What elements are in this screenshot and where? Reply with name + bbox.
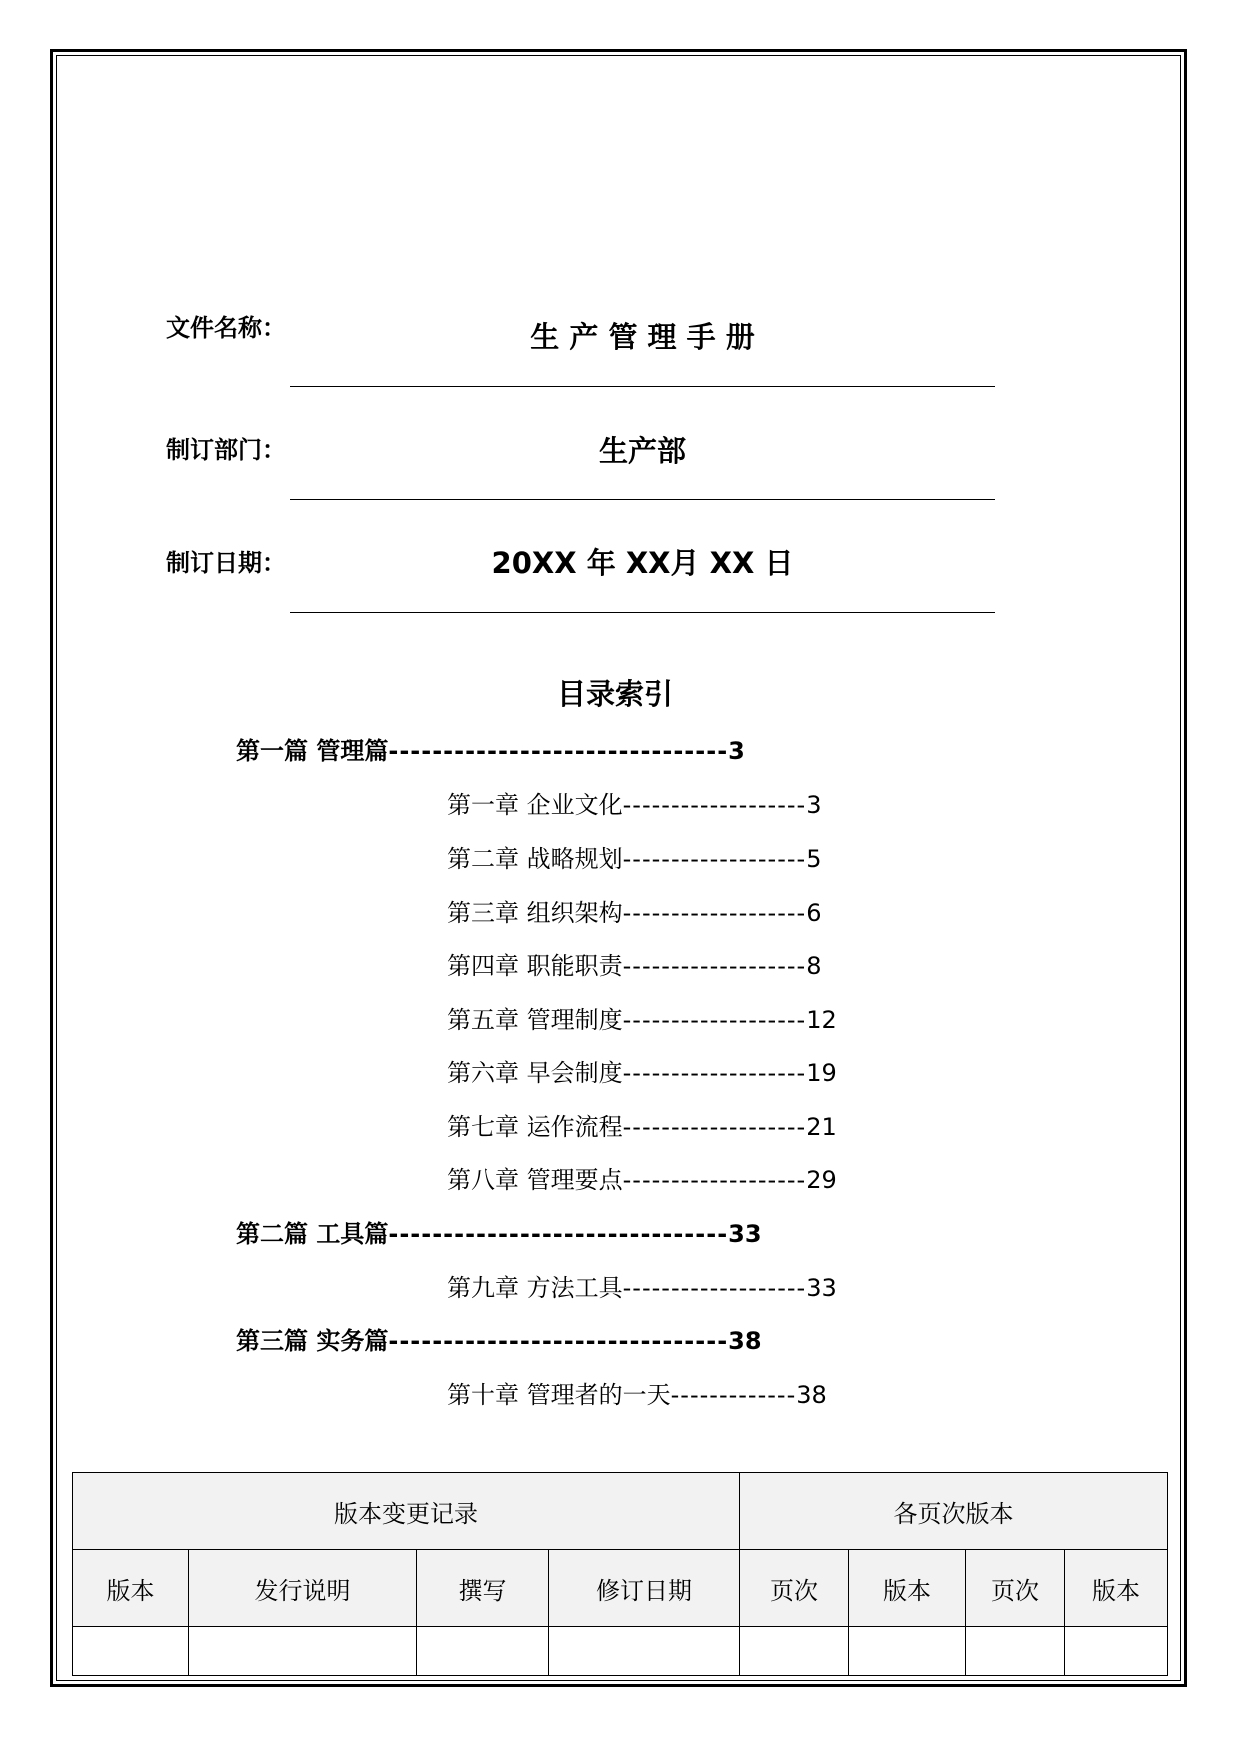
column-header: 发行说明: [189, 1550, 417, 1627]
toc-entry-leader: -------------------: [622, 1059, 807, 1087]
toc-entry-page: 3: [806, 791, 822, 819]
toc-entry-page: 33: [728, 1220, 762, 1248]
toc-entry-leader: -------------------------------: [388, 737, 729, 765]
toc-entry-label: 第十章 管理者的一天: [447, 1381, 671, 1409]
date-value: 20XX 年 XX月 XX 日: [491, 546, 794, 580]
toc-entry-page: 38: [796, 1381, 827, 1409]
toc-entry-label: 第九章 方法工具: [447, 1274, 623, 1302]
table-cell[interactable]: [549, 1627, 740, 1676]
toc-entry-leader: -------------------: [622, 1113, 807, 1141]
toc-entry-leader: -------------------------------: [388, 1327, 729, 1355]
toc-title: 目录索引: [556, 677, 673, 711]
revision-history-header: 版本变更记录: [73, 1473, 740, 1550]
toc-entry-label: 第一章 企业文化: [447, 791, 623, 819]
toc-entry-label: 第一篇 管理篇: [236, 737, 389, 765]
toc-entry-page: 8: [806, 952, 822, 980]
document-name-label: 文件名称：: [166, 314, 286, 342]
toc-entry-label: 第五章 管理制度: [447, 1006, 623, 1034]
toc-chapter-entry[interactable]: [447, 1053, 837, 1088]
table-cell[interactable]: [189, 1627, 417, 1676]
toc-entry-page: 21: [806, 1113, 837, 1141]
table-cell[interactable]: [966, 1627, 1065, 1676]
toc-entry-label: 第六章 早会制度: [447, 1059, 623, 1087]
toc-entry-leader: -------------------: [622, 1274, 807, 1302]
toc-entry-leader: -------------------: [622, 845, 807, 873]
toc-entry-page: 33: [806, 1274, 837, 1302]
toc-chapter-entry[interactable]: [447, 946, 821, 981]
table-cell[interactable]: [849, 1627, 966, 1676]
table-cell[interactable]: [740, 1627, 849, 1676]
toc-entry-label: 第八章 管理要点: [447, 1166, 623, 1194]
column-header: 版本: [1065, 1550, 1168, 1627]
toc-entry-page: 5: [806, 845, 822, 873]
date-underline: [290, 612, 995, 613]
toc-part-entry[interactable]: [236, 1321, 762, 1356]
column-header: 版本: [849, 1550, 966, 1627]
toc-entry-label: 第四章 职能职责: [447, 952, 623, 980]
toc-entry-page: 12: [806, 1006, 837, 1034]
toc-part-entry[interactable]: [236, 1214, 762, 1249]
toc-entry-leader: -------------------------------: [388, 1220, 729, 1248]
toc-part-entry[interactable]: [236, 731, 745, 766]
date-label: 制订日期：: [166, 549, 286, 577]
toc-chapter-entry[interactable]: [447, 1375, 827, 1410]
toc-chapter-entry[interactable]: [447, 1107, 837, 1142]
table-cell[interactable]: [417, 1627, 549, 1676]
toc-entry-leader: -------------: [670, 1381, 797, 1409]
toc-chapter-entry[interactable]: [447, 1160, 837, 1195]
toc-chapter-entry[interactable]: [447, 785, 821, 820]
column-header: 版本: [73, 1550, 189, 1627]
toc-chapter-entry[interactable]: [447, 1268, 837, 1303]
table-cell[interactable]: [73, 1627, 189, 1676]
toc-entry-leader: -------------------: [622, 791, 807, 819]
department-value: 生产部: [598, 434, 686, 468]
toc-entry-page: 29: [806, 1166, 837, 1194]
column-header: 撰写: [417, 1550, 549, 1627]
department-label: 制订部门：: [166, 436, 286, 464]
toc-entry-leader: -------------------: [622, 1006, 807, 1034]
toc-entry-label: 第二篇 工具篇: [236, 1220, 389, 1248]
table-cell[interactable]: [1065, 1627, 1168, 1676]
page-versions-header: 各页次版本: [740, 1473, 1168, 1550]
toc-entry-page: 38: [728, 1327, 762, 1355]
column-header: 页次: [966, 1550, 1065, 1627]
toc-entry-label: 第七章 运作流程: [447, 1113, 623, 1141]
toc-entry-page: 19: [806, 1059, 837, 1087]
document-name-value: 生 产 管 理 手 册: [530, 320, 755, 354]
column-header: 页次: [740, 1550, 849, 1627]
toc-entry-leader: -------------------: [622, 952, 807, 980]
toc-entry-leader: -------------------: [622, 1166, 807, 1194]
toc-chapter-entry[interactable]: [447, 1000, 837, 1035]
toc-chapter-entry[interactable]: [447, 893, 821, 928]
toc-entry-page: 3: [728, 737, 745, 765]
revision-table: [72, 1472, 1168, 1676]
toc-entry-label: 第二章 战略规划: [447, 845, 623, 873]
toc-entry-label: 第三章 组织架构: [447, 899, 623, 927]
department-underline: [290, 499, 995, 500]
column-header: 修订日期: [549, 1550, 740, 1627]
toc-entry-leader: -------------------: [622, 899, 807, 927]
toc-chapter-entry[interactable]: [447, 839, 821, 874]
document-name-underline: [290, 386, 995, 387]
toc-entry-page: 6: [806, 899, 822, 927]
toc-entry-label: 第三篇 实务篇: [236, 1327, 389, 1355]
